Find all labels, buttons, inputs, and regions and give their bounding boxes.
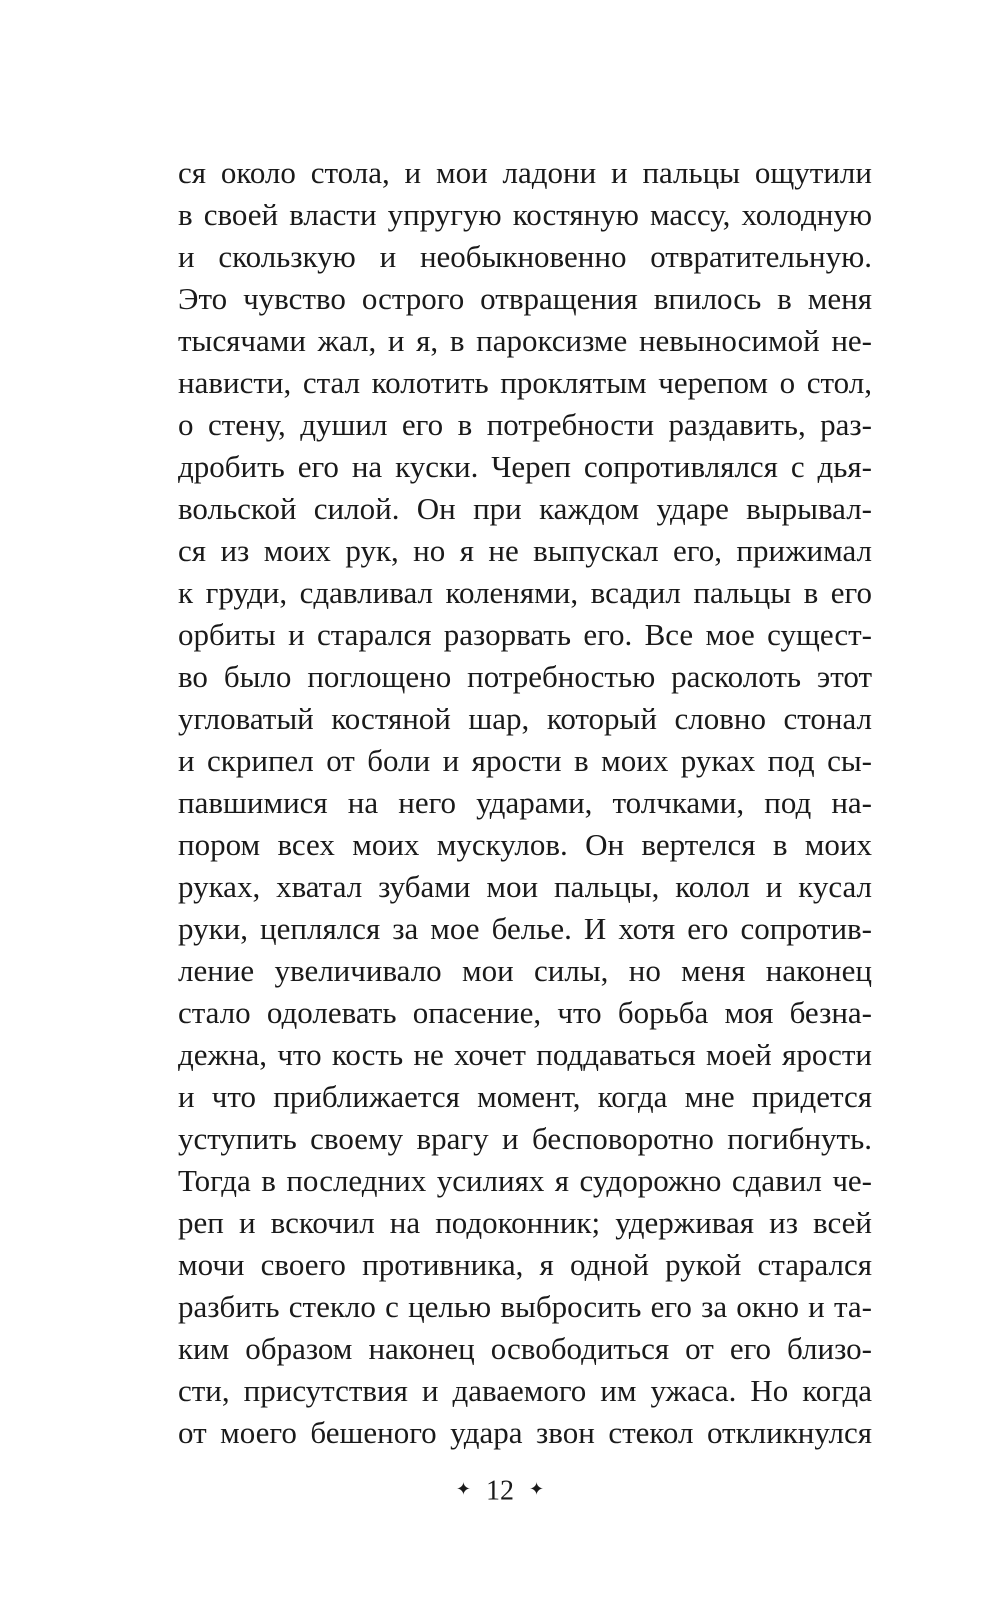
text-line: ся около стола, и мои ладони и пальцы ощутили xyxy=(178,155,872,190)
text-line: в своей власти упругую костяную массу, холодную xyxy=(178,197,872,232)
text-line: реп и вскочил на подоконник; удерживая из всей xyxy=(178,1205,872,1240)
text-line: павшимися на него ударами, толчками, под на- xyxy=(178,785,872,820)
text-line: уступить своему врагу и бесповоротно погибнуть. xyxy=(178,1121,872,1156)
text-line: от моего бешеного удара звон стекол откликнулся xyxy=(178,1415,872,1450)
text-line: орбиты и старался разорвать его. Все мое сущест- xyxy=(178,617,872,652)
text-line: во было поглощено потребностью расколоть этот xyxy=(178,659,872,694)
text-line: к груди, сдавливал коленями, всадил пальцы в его xyxy=(178,575,872,610)
page-number: 12 xyxy=(486,1475,514,1507)
text-line: Это чувство острого отвращения впилось в меня xyxy=(178,281,872,316)
text-line: тысячами жал, и я, в пароксизме невыносимой не- xyxy=(178,323,872,358)
text-line: Тогда в последних усилиях я судорожно сдавил че- xyxy=(178,1163,872,1198)
text-line: нависти, стал колотить проклятым черепом о стол, xyxy=(178,365,872,400)
text-line: ся из моих рук, но я не выпускал его, прижимал xyxy=(178,533,872,568)
text-line: ким образом наконец освободиться от его близо- xyxy=(178,1331,872,1366)
text-line: ление увеличивало мои силы, но меня наконец xyxy=(178,953,872,988)
text-line: вольской силой. Он при каждом ударе вырывал- xyxy=(178,491,872,526)
text-line: угловатый костяной шар, который словно стонал xyxy=(178,701,872,736)
text-line: и скользкую и необыкновенно отвратительную. xyxy=(178,239,872,274)
text-line: о стену, душил его в потребности раздавить, раз- xyxy=(178,407,872,442)
text-line: разбить стекло с целью выбросить его за окно и та- xyxy=(178,1289,872,1324)
text-line: мочи своего противника, я одной рукой старался xyxy=(178,1247,872,1282)
text-line: руки, цеплялся за мое белье. И хотя его сопротив- xyxy=(178,911,872,946)
text-line: дробить его на куски. Череп сопротивлялся с дья- xyxy=(178,449,872,484)
text-line: руках, хватал зубами мои пальцы, колол и кусал xyxy=(178,869,872,904)
body-text xyxy=(178,152,872,1454)
text-line: и что приближается момент, когда мне придется xyxy=(178,1079,872,1114)
text-line: стало одолевать опасение, что борьба моя безна- xyxy=(178,995,872,1030)
text-line: дежна, что кость не хочет поддаваться моей ярости xyxy=(178,1037,872,1072)
ornament-right-icon: ✦ xyxy=(529,1478,545,1499)
text-line: сти, присутствия и даваемого им ужаса. Но когда xyxy=(178,1373,872,1408)
text-line: пором всех моих мускулов. Он вертелся в моих xyxy=(178,827,872,862)
text-line: и скрипел от боли и ярости в моих руках под сы- xyxy=(178,743,872,778)
page-footer xyxy=(0,1472,1000,1510)
ornament-left-icon: ✦ xyxy=(455,1478,471,1499)
